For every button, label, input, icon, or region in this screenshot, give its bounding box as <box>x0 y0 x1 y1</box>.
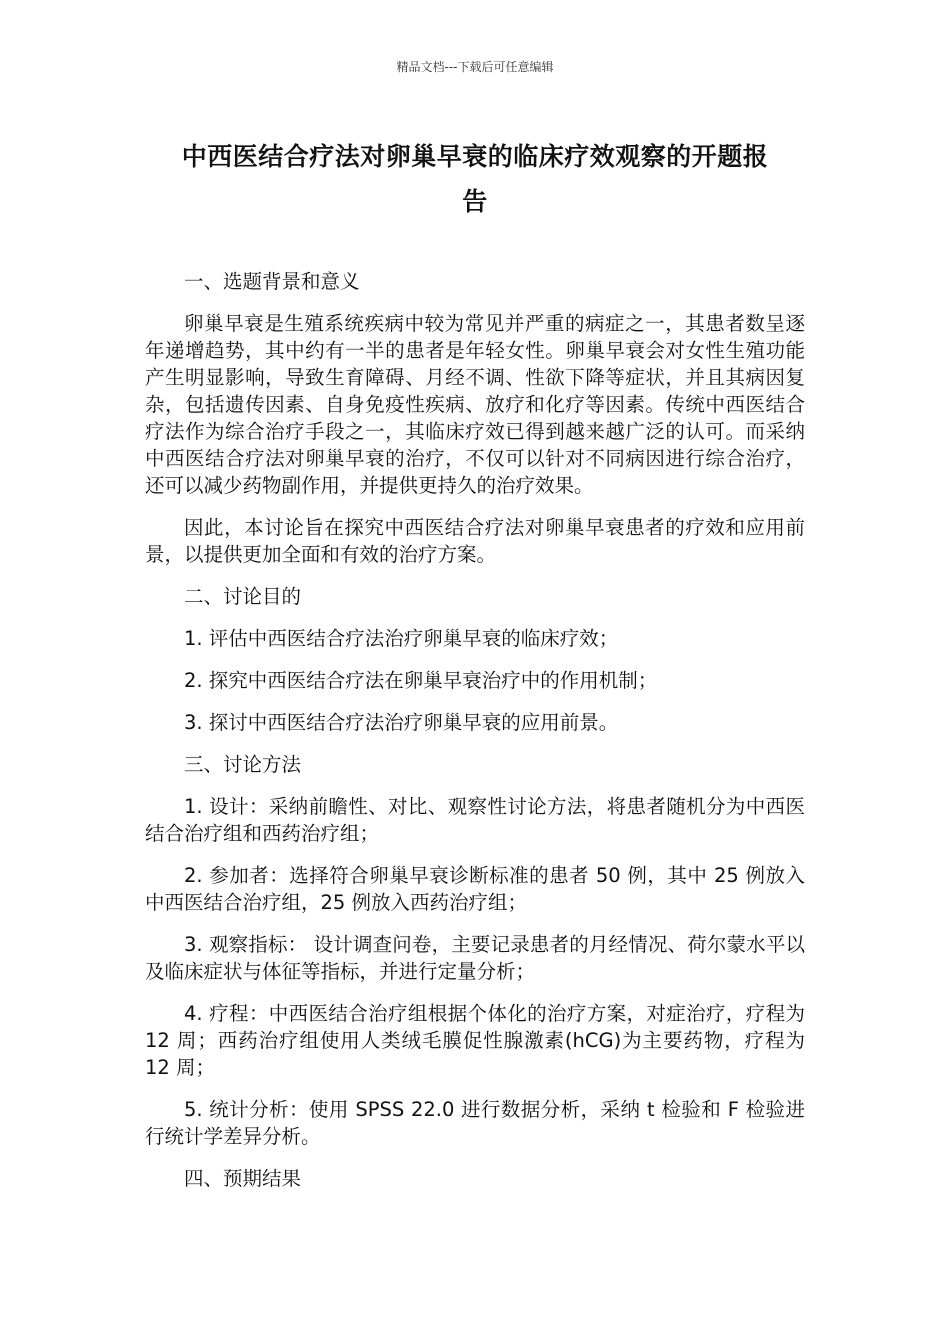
section-heading-background: 一、选题背景和意义 <box>184 270 360 293</box>
method-item-participants: 2. 参加者：选择符合卵巢早衰诊断标准的患者 50 例，其中 25 例放入中西医结合治疗组，25 例放入西药治疗组； <box>145 864 805 914</box>
document-body <box>145 268 805 1207</box>
document-title <box>145 134 805 224</box>
method-item-course: 4. 疗程：中西医结合治疗组根据个体化的治疗方案，对症治疗，疗程为 12 周；西药治疗组使用人类绒毛膜促性腺激素(hCG)为主要药物，疗程为 12 周； <box>145 1002 805 1079</box>
paragraph-background: 卵巢早衰是生殖系统疾病中较为常见并严重的病症之一，其患者数呈逐年递增趋势，其中约有一半的患者是年轻女性。卵巢早衰会对女性生殖功能产生明显影响，导致生育障碍、月经不调、性欲下降等症状，并且其病因复杂，包括遗传因素、自身免疫性疾病、放疗和化疗等因素。传统中西医结合疗法作为综合治疗手段之一，其临床疗效已得到越来越广泛的认可。而采纳中西医结合疗法对卵巢早衰的治疗，不仅可以针对不同病因进行综合治疗，还可以减少药物副作用，并提供更持久的治疗效果。 <box>145 312 805 497</box>
objective-item-3: 3. 探讨中西医结合疗法治疗卵巢早衰的应用前景。 <box>184 711 619 734</box>
section-heading-methods: 三、讨论方法 <box>184 753 302 776</box>
section-heading-expected-results: 四、预期结果 <box>184 1167 302 1190</box>
section-heading-objectives: 二、讨论目的 <box>184 585 302 608</box>
page-header: 精品文档---下载后可任意编辑 <box>396 60 554 74</box>
method-item-statistics: 5. 统计分析：使用 SPSS 22.0 进行数据分析，采纳 t 检验和 F 检验进行统计学差异分析。 <box>145 1098 805 1148</box>
title-line-1: 中西医结合疗法对卵巢早衰的临床疗效观察的开题报 <box>181 142 769 171</box>
method-item-indicators: 3. 观察指标： 设计调查问卷，主要记录患者的月经情况、荷尔蒙水平以及临床症状与体征等指标，并进行定量分析； <box>145 933 805 983</box>
title-line-2: 告 <box>462 187 488 216</box>
method-item-design: 1. 设计：采纳前瞻性、对比、观察性讨论方法，将患者随机分为中西医结合治疗组和西药治疗组； <box>145 795 805 845</box>
paragraph-purpose-summary: 因此，本讨论旨在探究中西医结合疗法对卵巢早衰患者的疗效和应用前景，以提供更加全面和有效的治疗方案。 <box>145 516 805 566</box>
objective-item-2: 2. 探究中西医结合疗法在卵巢早衰治疗中的作用机制； <box>184 669 658 692</box>
objective-item-1: 1. 评估中西医结合疗法治疗卵巢早衰的临床疗效； <box>184 627 619 650</box>
